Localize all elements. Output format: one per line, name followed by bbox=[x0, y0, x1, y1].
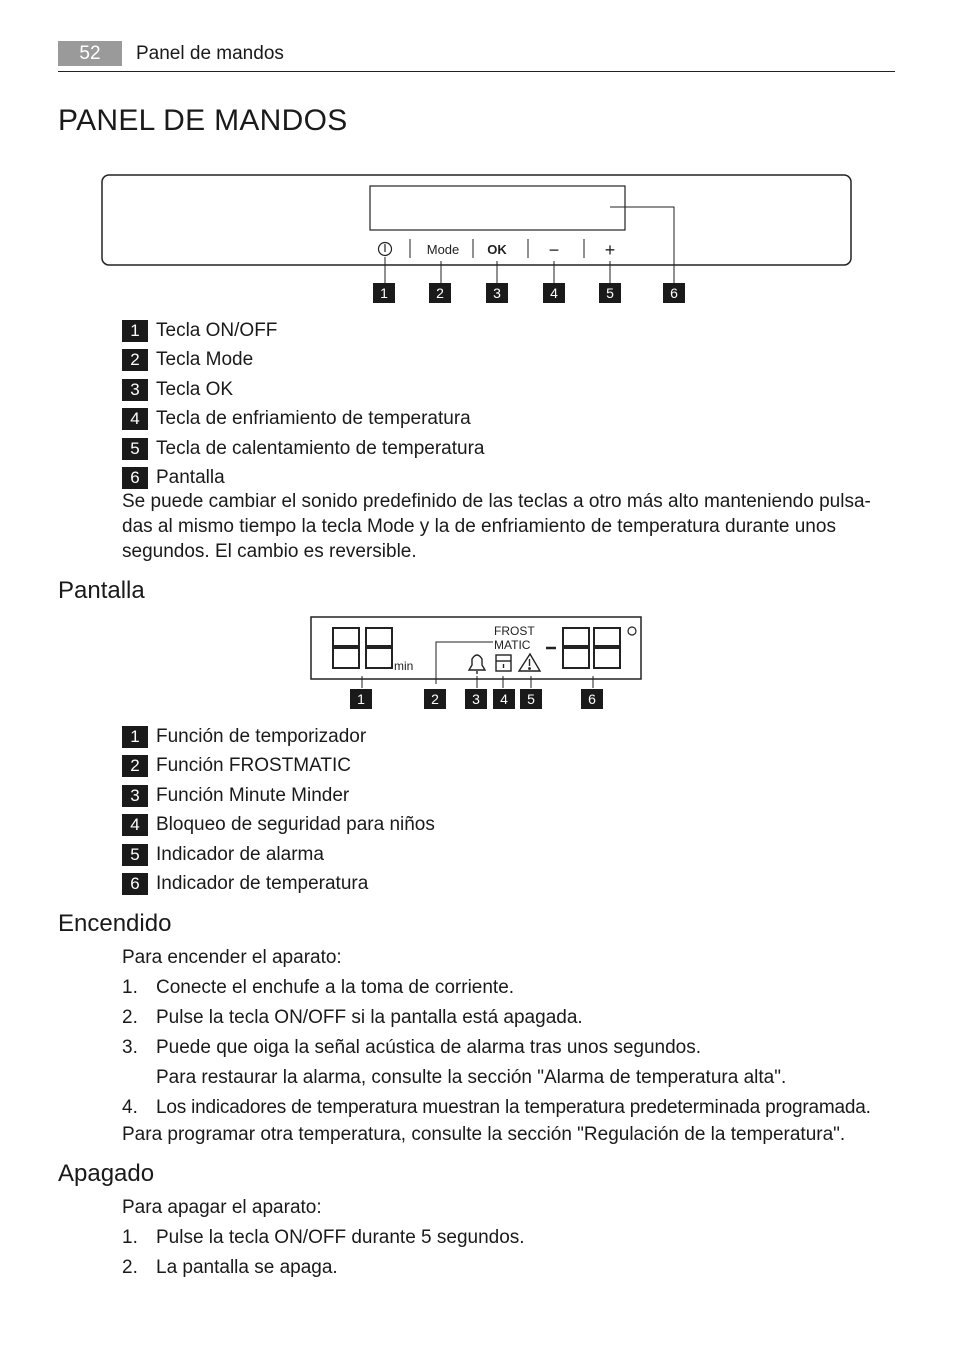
legend-text: Indicador de alarma bbox=[156, 843, 324, 865]
section-heading-encendido: Encendido bbox=[58, 910, 172, 937]
encendido-outro: Para programar otra temperatura, consulte la sección "Regulación de la temperatura". bbox=[122, 1124, 846, 1145]
legend-text: Función Minute Minder bbox=[156, 784, 350, 806]
timer-digits bbox=[333, 628, 392, 668]
degree-icon bbox=[628, 627, 636, 635]
svg-text:3: 3 bbox=[472, 691, 480, 707]
legend-text: Tecla de enfriamiento de temperatura bbox=[156, 408, 471, 430]
display-figure bbox=[310, 616, 644, 714]
frost-label: FROST bbox=[494, 624, 535, 638]
legend-number: 5 bbox=[122, 844, 148, 866]
list-item: 4. Los indicadores de temperatura muestran la temperatura predeterminada programada. bbox=[122, 1097, 871, 1118]
callout-4 bbox=[493, 689, 515, 709]
callout-1 bbox=[373, 283, 395, 303]
legend-number: 4 bbox=[122, 814, 148, 836]
section-heading-apagado: Apagado bbox=[58, 1160, 155, 1187]
minus-key-label: − bbox=[548, 240, 560, 260]
legend-text: Tecla ON/OFF bbox=[156, 319, 278, 341]
list-item: 2. La pantalla se apaga. bbox=[122, 1257, 338, 1278]
legend-text: Pantalla bbox=[156, 467, 225, 489]
page-number: 52 bbox=[58, 41, 122, 66]
list-item: 1. Conecte el enchufe a la toma de corriente. bbox=[122, 977, 515, 998]
encendido-steps bbox=[122, 943, 902, 1123]
legend-item bbox=[122, 405, 484, 435]
callout-5 bbox=[599, 283, 621, 303]
callout-2 bbox=[429, 283, 451, 303]
list-item: 3. Puede que oiga la señal acústica de alarma tras unos segundos. bbox=[122, 1037, 702, 1058]
legend-item bbox=[122, 840, 435, 870]
legend-number: 2 bbox=[122, 755, 148, 777]
legend-item bbox=[122, 752, 435, 782]
display-legend bbox=[122, 722, 435, 899]
callout-2 bbox=[424, 689, 446, 709]
legend-item bbox=[122, 346, 484, 376]
legend-item bbox=[122, 722, 435, 752]
intro-text: Para encender el aparato: bbox=[122, 947, 342, 968]
svg-text:4: 4 bbox=[500, 691, 508, 707]
svg-text:6: 6 bbox=[670, 285, 678, 301]
legend-item bbox=[122, 781, 435, 811]
list-item: 1. Pulse la tecla ON/OFF durante 5 segundos. bbox=[122, 1227, 525, 1248]
running-header: Panel de mandos bbox=[136, 43, 284, 64]
panel-display-window bbox=[370, 186, 625, 230]
step-note: Para restaurar la alarma, consulte la sección "Alarma de temperatura alta". bbox=[156, 1067, 787, 1088]
legend-number: 1 bbox=[122, 726, 148, 748]
legend-number: 3 bbox=[122, 379, 148, 401]
list-item: 2. Pulse la tecla ON/OFF si la pantalla está apagada. bbox=[122, 1007, 583, 1028]
apagado-steps bbox=[122, 1193, 902, 1283]
callout-6 bbox=[581, 689, 603, 709]
legend-text: Bloqueo de seguridad para niños bbox=[156, 814, 435, 836]
legend-item bbox=[122, 870, 435, 900]
section-heading-pantalla: Pantalla bbox=[58, 577, 145, 604]
legend-text: Tecla de calentamiento de temperatura bbox=[156, 437, 485, 459]
svg-text:1: 1 bbox=[357, 691, 365, 707]
legend-text: Tecla OK bbox=[156, 378, 234, 400]
legend-text: Función FROSTMATIC bbox=[156, 755, 351, 777]
svg-text:2: 2 bbox=[436, 285, 444, 301]
panel-outline bbox=[102, 175, 851, 265]
legend-number: 2 bbox=[122, 349, 148, 371]
plus-key-label: + bbox=[604, 240, 616, 260]
legend-number: 3 bbox=[122, 785, 148, 807]
power-icon bbox=[379, 243, 392, 256]
mode-key-label: Mode bbox=[426, 242, 460, 257]
header-rule bbox=[58, 71, 895, 72]
svg-text:2: 2 bbox=[431, 691, 439, 707]
min-label: min bbox=[394, 659, 414, 673]
panel-note: Se puede cambiar el sonido predefinido de las teclas a otro más alto manteniendo pulsa-das al mismo tiempo la tecla Mode y la de enfriamiento de temperatura durante unos segundos. El cambio es reversible. bbox=[122, 491, 871, 562]
callout-3 bbox=[486, 283, 508, 303]
legend-number: 6 bbox=[122, 873, 148, 895]
svg-text:4: 4 bbox=[550, 285, 558, 301]
legend-number: 5 bbox=[122, 438, 148, 460]
legend-number: 4 bbox=[122, 408, 148, 430]
callout-1 bbox=[350, 689, 372, 709]
legend-item bbox=[122, 434, 484, 464]
intro-text: Para apagar el aparato: bbox=[122, 1197, 322, 1218]
legend-number: 6 bbox=[122, 467, 148, 489]
callout-6 bbox=[663, 283, 685, 303]
legend-item bbox=[122, 811, 435, 841]
temperature-digits bbox=[563, 628, 620, 668]
legend-number: 1 bbox=[122, 320, 148, 342]
matic-label: MATIC bbox=[494, 638, 531, 652]
callout-3 bbox=[465, 689, 487, 709]
svg-text:3: 3 bbox=[493, 285, 501, 301]
legend-text: Tecla Mode bbox=[156, 349, 254, 371]
legend-item bbox=[122, 316, 484, 346]
svg-text:6: 6 bbox=[588, 691, 596, 707]
bell-icon bbox=[469, 655, 485, 674]
control-panel-figure bbox=[100, 172, 854, 307]
svg-text:5: 5 bbox=[527, 691, 535, 707]
svg-text:1: 1 bbox=[380, 285, 388, 301]
lock-icon bbox=[496, 655, 511, 671]
legend-text: Indicador de temperatura bbox=[156, 873, 369, 895]
panel-legend bbox=[122, 316, 484, 493]
legend-item bbox=[122, 375, 484, 405]
display-leader-line bbox=[610, 207, 674, 283]
warning-icon bbox=[519, 654, 540, 671]
ok-key-label: OK bbox=[487, 242, 507, 257]
page-title: PANEL DE MANDOS bbox=[58, 104, 348, 137]
callout-4 bbox=[543, 283, 565, 303]
svg-text:5: 5 bbox=[606, 285, 614, 301]
callout-5 bbox=[520, 689, 542, 709]
legend-text: Función de temporizador bbox=[156, 725, 367, 747]
